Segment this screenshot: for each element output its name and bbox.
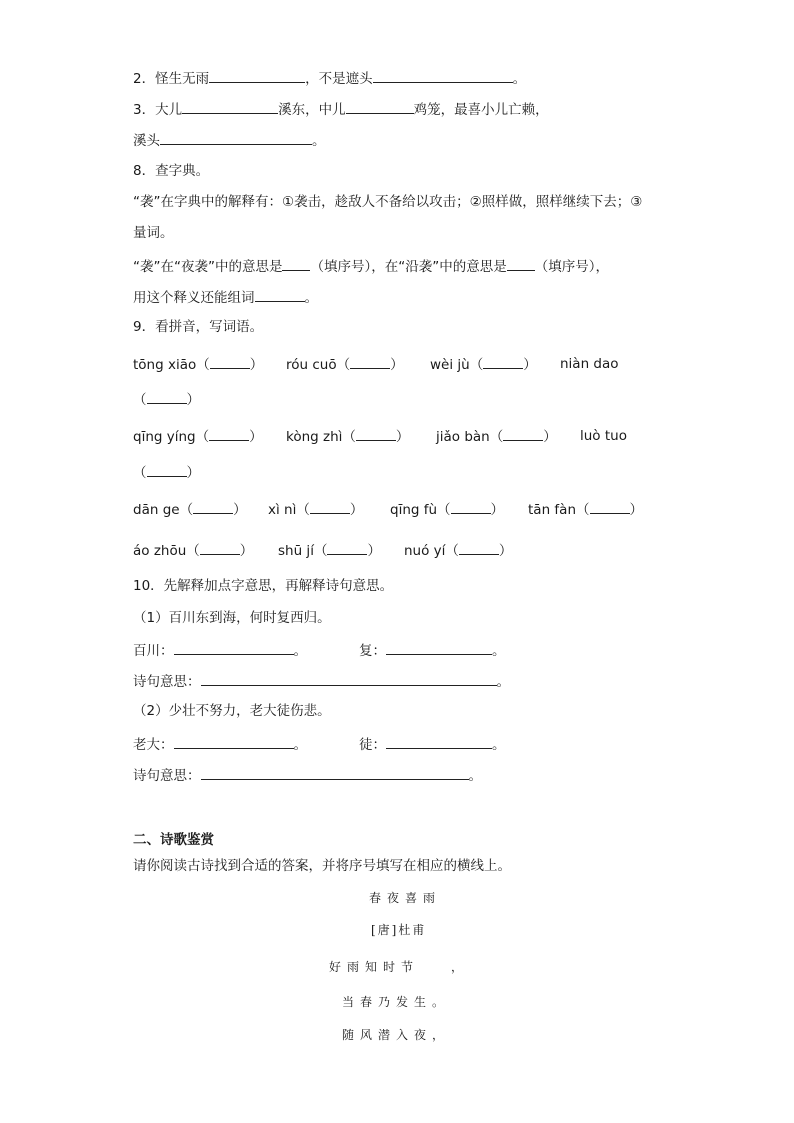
q10-part1: （1）百川东到海，何时复西归。 (133, 610, 331, 626)
section-heading: 二、诗歌鉴赏 (133, 832, 214, 848)
poem-title: 春夜喜雨 (369, 891, 442, 905)
answer-blank[interactable] (147, 389, 187, 404)
pinyin-item (560, 354, 619, 374)
answer-blank[interactable] (386, 733, 492, 749)
q9-title: 9．看拼音，写词语。 (133, 319, 264, 335)
q3-mid1: 溪东，中儿 (278, 102, 346, 118)
answer-blank[interactable] (327, 540, 367, 555)
pinyin-text: wèi jù (430, 357, 470, 373)
q8-text-b: （填序号），在“沿袭”中的意思是 (310, 259, 507, 275)
answer-blank[interactable] (160, 129, 312, 145)
q3-prefix: 3．大儿 (133, 102, 183, 118)
paren-open: （ (445, 543, 459, 559)
answer-blank[interactable] (507, 255, 535, 271)
answer-blank[interactable] (201, 764, 469, 780)
answer-blank[interactable] (483, 354, 523, 369)
pinyin-text: luò tuo (580, 428, 627, 444)
answer-blank[interactable] (350, 354, 390, 369)
paren-open: （ (179, 502, 194, 518)
poem-author: [唐]杜甫 (371, 923, 427, 937)
q8-word-line (133, 286, 318, 308)
pinyin-item-wrap (133, 462, 200, 483)
q2-prefix: 2．怪生无雨 (133, 71, 210, 87)
pinyin-item (286, 354, 404, 375)
question-2 (133, 67, 526, 89)
poem-line-3: 随风潜入夜， (342, 1028, 451, 1042)
answer-blank[interactable] (201, 670, 497, 686)
answer-blank[interactable] (451, 499, 491, 514)
q2-mid: ，不是遮头 (305, 71, 373, 87)
answer-blank[interactable] (147, 462, 187, 477)
paren-close: ） (233, 502, 247, 518)
pinyin-item-wrap (133, 389, 200, 410)
poem-line-1-comma: ， (451, 960, 470, 974)
answer-blank[interactable] (209, 67, 305, 83)
answer-blank[interactable] (386, 639, 492, 655)
paren-close: ） (490, 502, 505, 518)
pinyin-item (133, 426, 263, 447)
pinyin-text: dān ge (133, 502, 180, 518)
pinyin-item (133, 540, 253, 561)
pinyin-item (528, 499, 643, 520)
period: 。 (492, 643, 506, 659)
answer-blank[interactable] (182, 98, 278, 114)
paren-close: ） (367, 543, 381, 559)
q2-end: 。 (512, 71, 527, 87)
q3-line2-prefix: 溪头 (133, 133, 160, 149)
paren-open: （ (296, 502, 310, 518)
paren-close: ） (629, 502, 643, 518)
poem-line-1: 好雨知时节 (329, 960, 420, 974)
q10-part2-meaning (133, 764, 482, 786)
pinyin-item (286, 426, 409, 447)
pinyin-text: qīng yíng (133, 429, 196, 445)
period: 。 (468, 768, 482, 784)
q10-part1-words (133, 639, 506, 661)
paren-close: ） (186, 465, 200, 481)
pinyin-text: kòng zhì (286, 429, 343, 445)
question-3-line2 (133, 129, 326, 151)
paren-close: ） (395, 429, 410, 445)
q8-title: 8．查字典。 (133, 163, 210, 179)
answer-blank[interactable] (255, 286, 305, 302)
pinyin-text: tān fàn (528, 502, 576, 518)
answer-blank[interactable] (590, 499, 630, 514)
q10-part2: （2）少壮不努力，老大徒伤悲。 (133, 703, 331, 719)
pinyin-text: xì nì (268, 502, 297, 518)
paren-open: （ (196, 357, 210, 373)
paren-close: ） (239, 543, 254, 559)
answer-blank[interactable] (210, 354, 250, 369)
paren-close: ） (498, 543, 513, 559)
q10-part2-words (133, 733, 506, 755)
pinyin-item (390, 499, 504, 520)
pinyin-text: qīng fù (390, 502, 438, 518)
answer-blank[interactable] (310, 499, 350, 514)
meaning-label: 诗句意思： (133, 674, 201, 690)
period: 。 (293, 643, 307, 659)
answer-blank[interactable] (503, 426, 543, 441)
pinyin-item (404, 540, 512, 561)
paren-open: （ (186, 543, 200, 559)
pinyin-item (580, 426, 627, 446)
answer-blank[interactable] (282, 255, 310, 271)
paren-close: ） (249, 429, 263, 445)
q8-definition-line2: 量词。 (133, 225, 174, 241)
answer-blank[interactable] (459, 540, 499, 555)
q3-mid2: 鸡笼，最喜小儿亡赖， (413, 102, 549, 118)
pinyin-item (133, 354, 263, 375)
pinyin-item (430, 354, 537, 375)
answer-blank[interactable] (346, 98, 414, 114)
answer-blank[interactable] (373, 67, 513, 83)
paren-close: ） (249, 357, 264, 373)
word-label: 百川： (133, 643, 174, 659)
section-instruction: 请你阅读古诗找到合适的答案，并将序号填写在相应的横线上。 (133, 858, 511, 874)
answer-blank[interactable] (174, 639, 294, 655)
paren-close: ） (523, 357, 537, 373)
pinyin-text: jiǎo bàn (436, 429, 490, 445)
paren-open: （ (469, 357, 484, 373)
q8-definition-line1: “袭”在字典中的解释有：①袭击，趁敌人不备给以攻击；②照样做，照样继续下去；③ (133, 194, 643, 210)
paren-close: ） (349, 502, 364, 518)
poem-line-2: 当春乃发生。 (342, 995, 451, 1009)
paren-open: （ (313, 543, 328, 559)
pinyin-text: róu cuō (286, 357, 337, 373)
meaning-label: 诗句意思： (133, 768, 201, 784)
answer-blank[interactable] (356, 426, 396, 441)
word-label: 徒： (359, 737, 386, 753)
pinyin-item (268, 499, 363, 520)
paren-open: （ (133, 465, 147, 481)
paren-open: （ (133, 392, 147, 408)
answer-blank[interactable] (200, 540, 240, 555)
question-3 (133, 98, 549, 120)
paren-open: （ (489, 429, 504, 445)
word-label: 老大： (133, 737, 174, 753)
pinyin-item (436, 426, 557, 447)
paren-open: （ (437, 502, 451, 518)
q3-line2-end: 。 (312, 133, 326, 149)
answer-blank[interactable] (209, 426, 249, 441)
pinyin-item (133, 499, 247, 520)
answer-blank[interactable] (174, 733, 294, 749)
q8-text-c: （填序号）， (534, 259, 609, 275)
pinyin-text: áo zhōu (133, 543, 187, 559)
q10-part1-meaning (133, 670, 510, 692)
paren-open: （ (576, 502, 590, 518)
period: 。 (293, 737, 307, 753)
paren-close: ） (543, 429, 557, 445)
pinyin-text: tōng xiāo (133, 357, 197, 373)
answer-blank[interactable] (193, 499, 233, 514)
q8-text-a: “袭”在“夜袭”中的意思是 (133, 259, 283, 275)
q10-title: 10．先解释加点字意思，再解释诗句意思。 (133, 578, 394, 594)
paren-close: ） (186, 392, 200, 408)
pinyin-text: nuó yí (404, 543, 446, 559)
paren-open: （ (342, 429, 356, 445)
pinyin-text: niàn dao (560, 356, 619, 372)
pinyin-text: shū jí (278, 543, 314, 559)
word-label: 复： (359, 643, 386, 659)
paren-close: ） (390, 357, 404, 373)
q8-text-d: 用这个释义还能组词 (133, 290, 255, 306)
pinyin-item (278, 540, 381, 561)
q8-question-line (133, 255, 609, 277)
paren-open: （ (336, 357, 351, 373)
paren-open: （ (195, 429, 210, 445)
period: 。 (496, 674, 510, 690)
period: 。 (492, 737, 506, 753)
q8-text-e: 。 (304, 290, 318, 306)
